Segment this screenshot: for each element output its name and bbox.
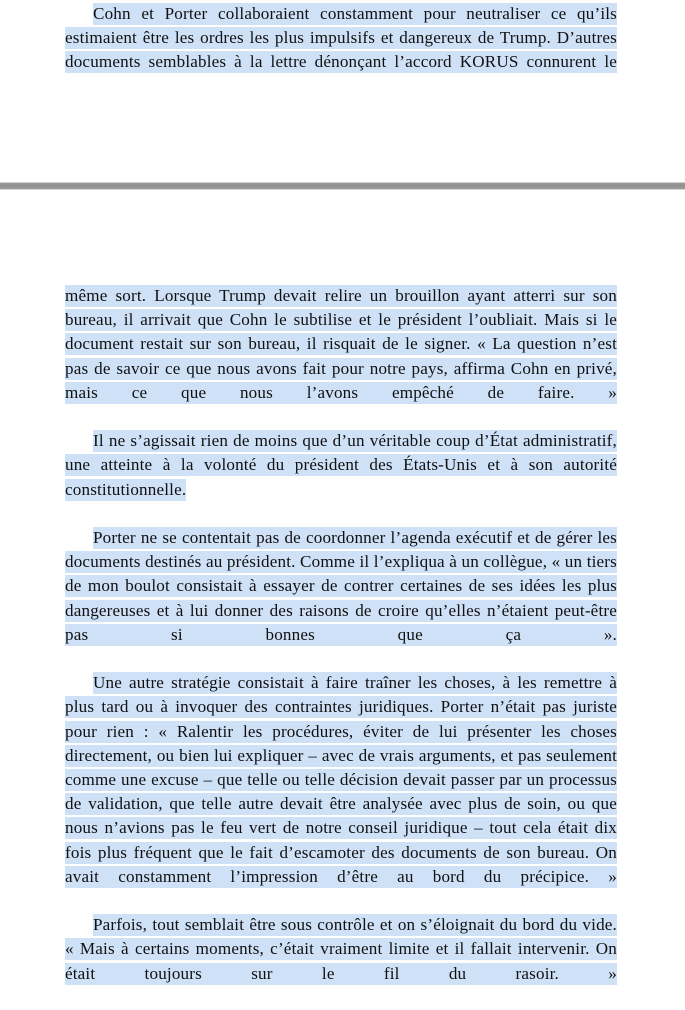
selected-text[interactable]: Une autre stratégie consistait à faire traîner les choses, à les remettre à plus tard ou à invoquer des contraintes juridiques. Porter n’était pas juriste pour rien : « Ralentir les procédures, éviter de lui présenter les choses directement, ou bien lui expliquer – avec de vrais arguments, et pas seulement comme une excuse – que telle ou telle décision devait passer par un processus de validation, que telle autre devait être analysée avec plus de soin, ou que nous n’avions pas le feu vert de notre conseil juridique – tout cela était dix fois plus fréquent que le fait d’escamoter des documents de son bureau. On avait constamment l’impression d’être au bord du précipice. » [65, 673, 617, 886]
selected-text[interactable]: Il ne s’agissait rien de moins que d’un véritable coup d’État administratif, une atteinte à la volonté du président des États-Unis et à son autorité constitutionnelle. [65, 431, 617, 499]
document-page-upper [0, 0, 685, 182]
paragraph[interactable] [65, 284, 617, 429]
selected-text[interactable]: Cohn et Porter collaboraient constamment pour neutraliser ce qu’ils estimaient être les ordres les plus impulsifs et dangereux de Trump. D’autres documents semblables à la lettre dénonçant l’accord KORUS connurent le [65, 4, 617, 72]
text-column-upper [65, 2, 617, 99]
text-column-lower [65, 284, 617, 1010]
paragraph[interactable] [65, 429, 617, 526]
paragraph[interactable] [65, 2, 617, 99]
document-page-lower [0, 190, 685, 983]
paragraph[interactable] [65, 526, 617, 671]
paragraph[interactable] [65, 671, 617, 913]
paragraph[interactable] [65, 913, 617, 1010]
selected-text[interactable]: Parfois, tout semblait être sous contrôle et on s’éloignait du bord du vide. « Mais à certains moments, c’était vraiment limite et il fallait intervenir. On était toujours sur le fil du rasoir. » [65, 915, 617, 983]
page-divider [0, 182, 685, 190]
selected-text[interactable]: même sort. Lorsque Trump devait relire un brouillon ayant atterri sur son bureau, il arrivait que Cohn le subtilise et le président l’oubliait. Mais si le document restait sur son bureau, il risquait de le signer. « La question n’est pas de savoir ce que nous avons fait pour notre pays, affirma Cohn en privé, mais ce que nous l’avons empêché de faire. » [65, 286, 617, 402]
selected-text[interactable]: Porter ne se contentait pas de coordonner l’agenda exécutif et de gérer les documents destinés au président. Comme il l’expliqua à un collègue, « un tiers de mon boulot consistait à essayer de contrer certaines de ses idées les plus dangereuses et à lui donner des raisons de croire qu’elles n’étaient peut-être pas si bonnes que ça ». [65, 528, 617, 644]
